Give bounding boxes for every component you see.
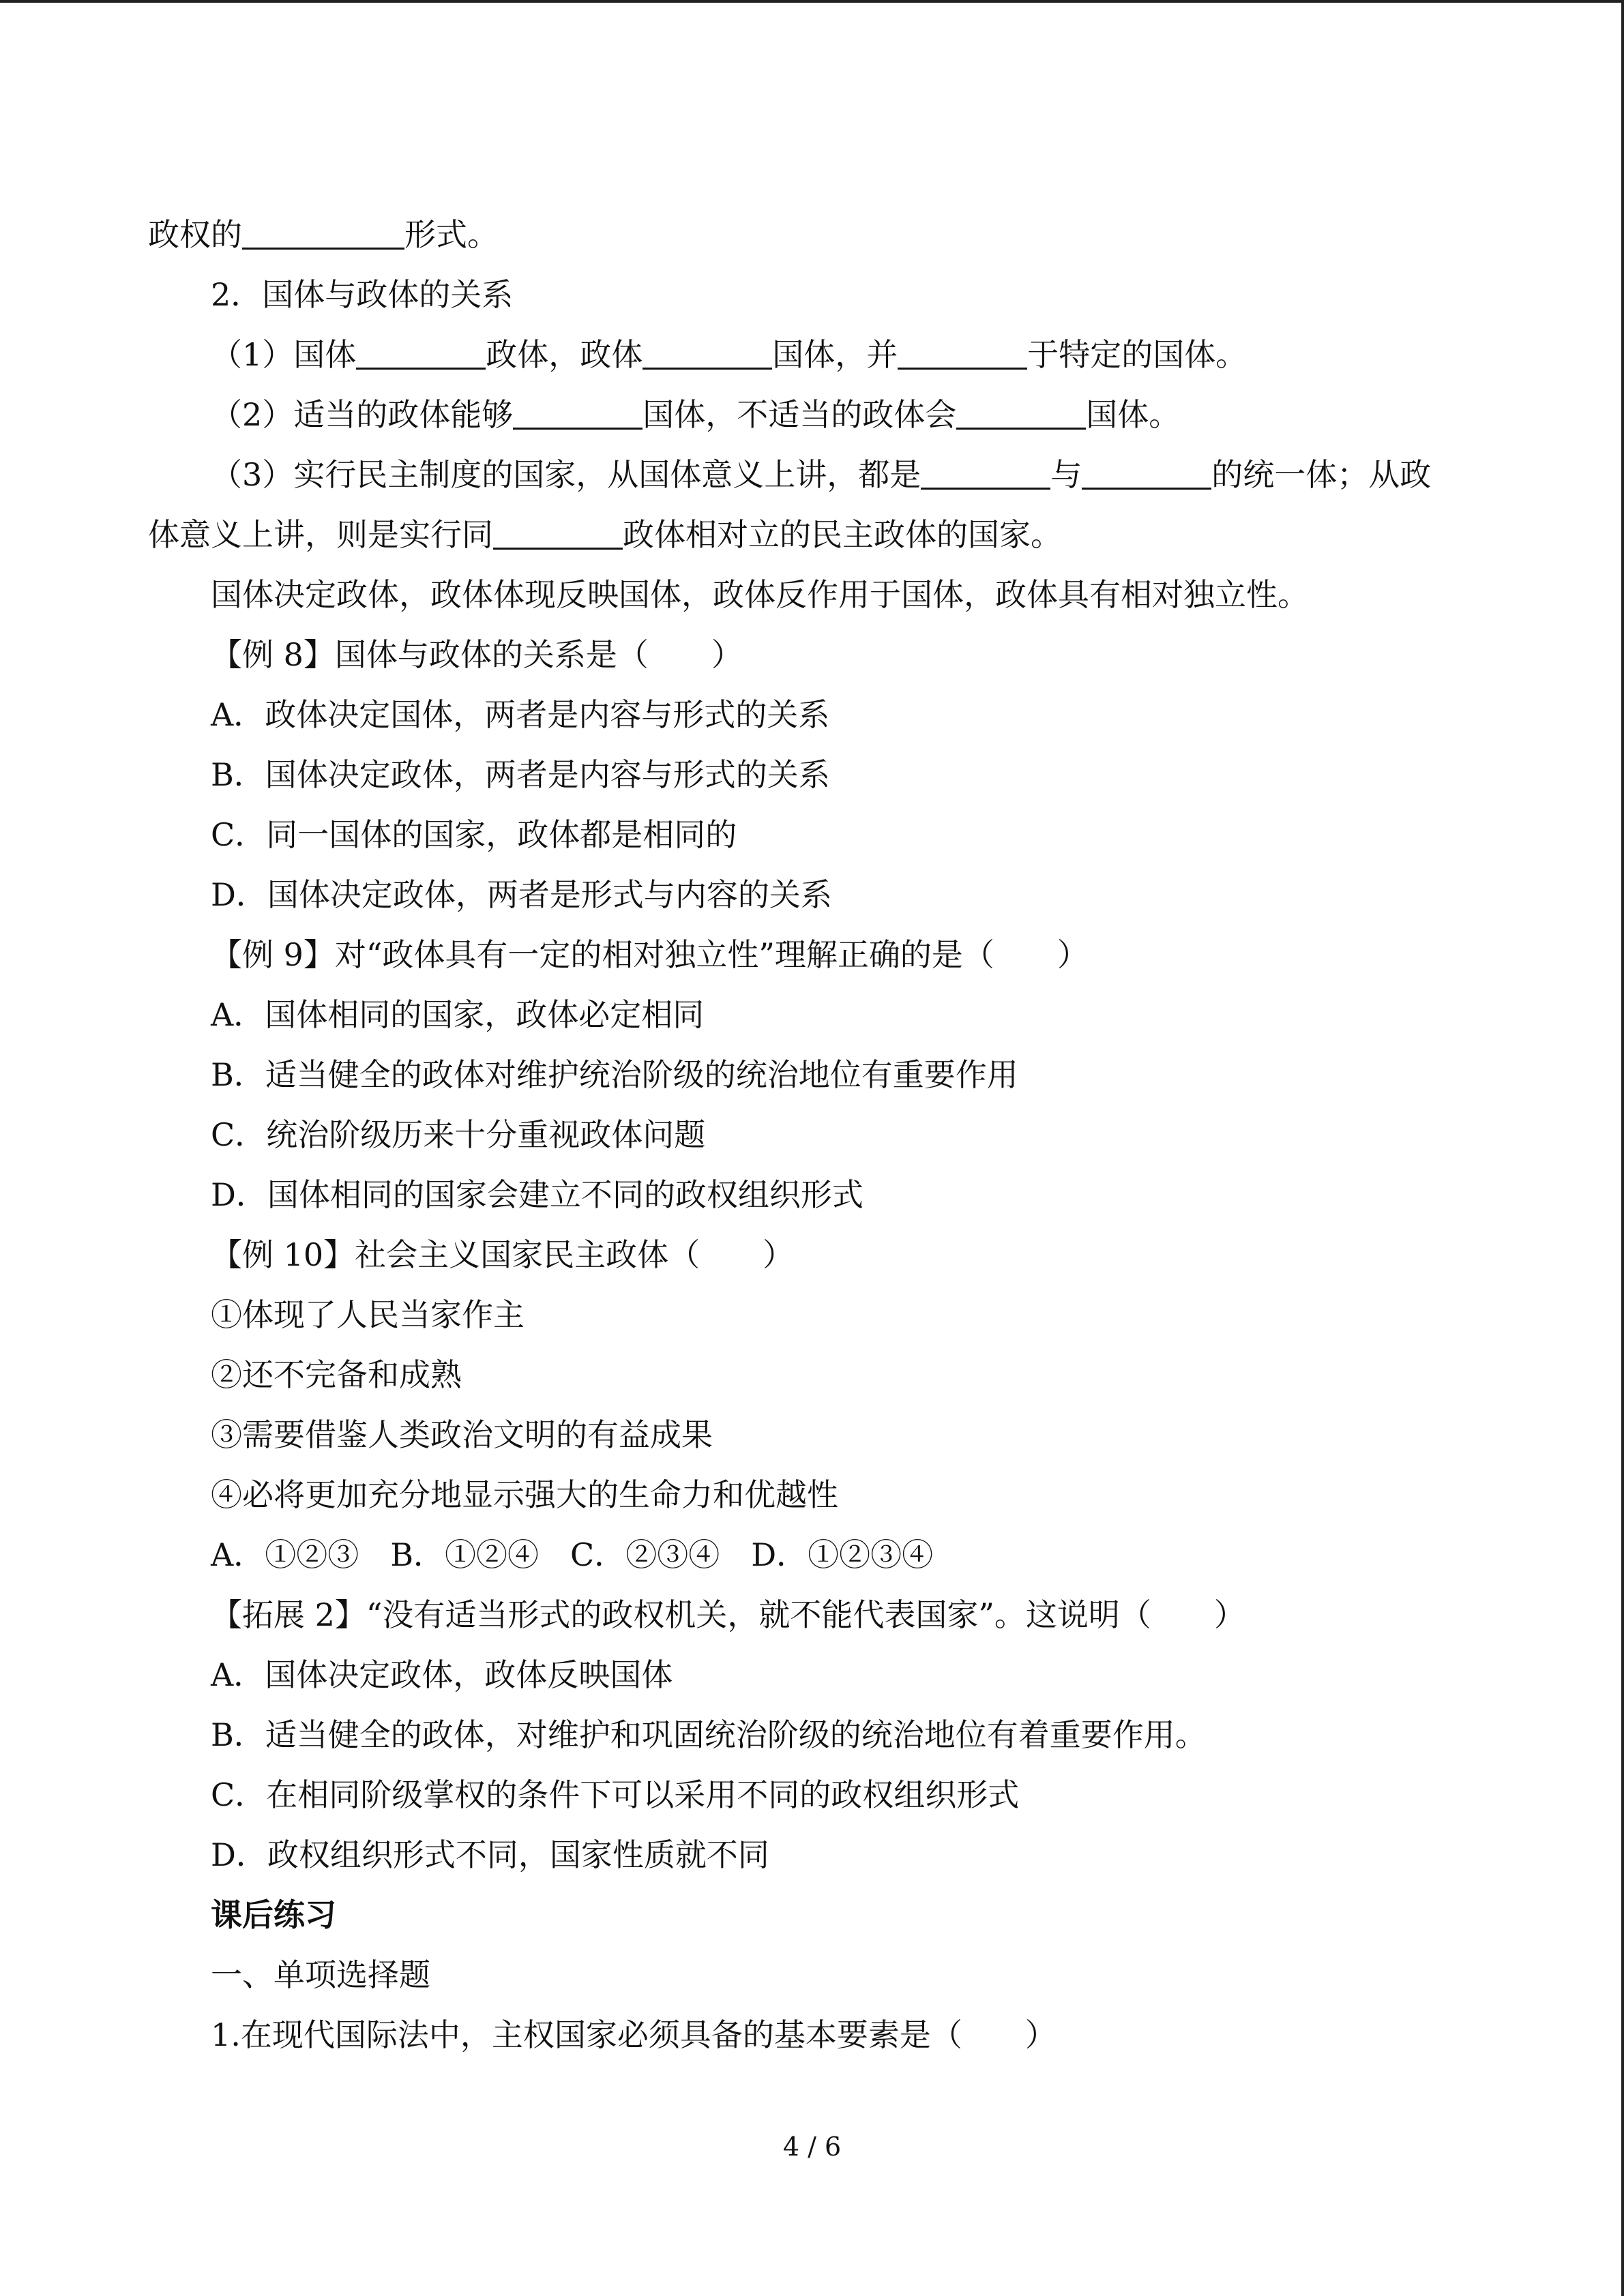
extension-2-stem: 【拓展 2】“没有适当形式的政权机关，就不能代表国家”。这说明（ ） (211, 1596, 1245, 1633)
line-relation-1 (148, 325, 1498, 385)
fill-blank (643, 336, 772, 370)
example-8-option-b: B．国体决定政体，两者是内容与形式的关系 (211, 756, 830, 793)
practice-section: 一、单项选择题 (211, 1956, 430, 1993)
line-relation-2 (148, 385, 1498, 445)
line-relation-3-cont (148, 505, 1498, 565)
fill-blank (513, 396, 643, 430)
example-8-option-a: A．政体决定国体，两者是内容与形式的关系 (211, 696, 830, 733)
section-heading: 2．国体与政体的关系 (211, 276, 514, 313)
text: 与 (1050, 456, 1082, 493)
example-8-option-c: C．同一国体的国家，政体都是相同的 (211, 816, 737, 853)
example-9-option-b: B．适当健全的政体对维护统治阶级的统治地位有重要作用 (211, 1056, 1018, 1093)
page-frame-top (0, 0, 1624, 3)
practice-title: 课后练习 (211, 1896, 336, 1933)
text: 国体，并 (772, 336, 898, 373)
page-frame-right (1621, 0, 1624, 2296)
text: 政体相对立的民主政体的国家。 (623, 516, 1062, 553)
page-number: 4 / 6 (782, 2132, 842, 2162)
example-10-item-1: ①体现了人民当家作主 (211, 1296, 525, 1333)
text: 政体，政体 (486, 336, 643, 373)
text: 国体。 (1086, 396, 1181, 433)
example-9-option-a: A．国体相同的国家，政体必定相同 (211, 996, 705, 1033)
line-form-blank (148, 205, 1498, 265)
text: 国体，不适当的政体会 (643, 396, 957, 433)
extension-2-option-b: B．适当健全的政体，对维护和巩固统治阶级的统治地位有着重要作用。 (211, 1716, 1207, 1753)
text: 形式。 (404, 216, 499, 253)
document-body (148, 205, 1498, 2065)
text: 体意义上讲，则是实行同 (148, 516, 493, 553)
example-8-option-d: D．国体决定政体，两者是形式与内容的关系 (211, 876, 832, 913)
example-10-stem: 【例 10】社会主义国家民主政体（ ） (211, 1236, 795, 1273)
line-relation-3 (148, 445, 1498, 505)
fill-blank (921, 456, 1050, 490)
extension-2-option-d: D．政权组织形式不同，国家性质就不同 (211, 1836, 769, 1873)
text: 的统一体；从政 (1211, 456, 1432, 493)
summary-line: 国体决定政体，政体体现反映国体，政体反作用于国体，政体具有相对独立性。 (211, 576, 1309, 613)
practice-question-1: 1.在现代国际法中，主权国家必须具备的基本要素是（ ） (211, 2016, 1057, 2053)
example-10-options: A．①②③ B．①②④ C．②③④ D．①②③④ (211, 1536, 934, 1573)
fill-blank (493, 516, 623, 550)
extension-2-option-c: C．在相同阶级掌权的条件下可以采用不同的政权组织形式 (211, 1776, 1020, 1813)
fill-blank (956, 396, 1086, 430)
text: （1）国体 (211, 336, 357, 373)
fill-blank (898, 336, 1027, 370)
fill-blank (242, 216, 404, 250)
example-8-stem: 【例 8】国体与政体的关系是（ ） (211, 636, 743, 673)
example-9-stem: 【例 9】对“政体具有一定的相对独立性”理解正确的是（ ） (211, 936, 1089, 973)
extension-2-option-a: A．国体决定政体，政体反映国体 (211, 1656, 673, 1693)
text: （2）适当的政体能够 (211, 396, 514, 433)
example-10-item-3: ③需要借鉴人类政治文明的有益成果 (211, 1416, 713, 1453)
text: 政权的 (148, 216, 242, 253)
example-10-item-4: ④必将更加充分地显示强大的生命力和优越性 (211, 1476, 838, 1513)
text: （3）实行民主制度的国家，从国体意义上讲，都是 (211, 456, 921, 493)
text: 于特定的国体。 (1027, 336, 1247, 373)
fill-blank (1082, 456, 1211, 490)
example-10-item-2: ②还不完备和成熟 (211, 1356, 462, 1393)
example-9-option-c: C．统治阶级历来十分重视政体问题 (211, 1116, 706, 1153)
example-9-option-d: D．国体相同的国家会建立不同的政权组织形式 (211, 1176, 863, 1213)
fill-blank (356, 336, 486, 370)
